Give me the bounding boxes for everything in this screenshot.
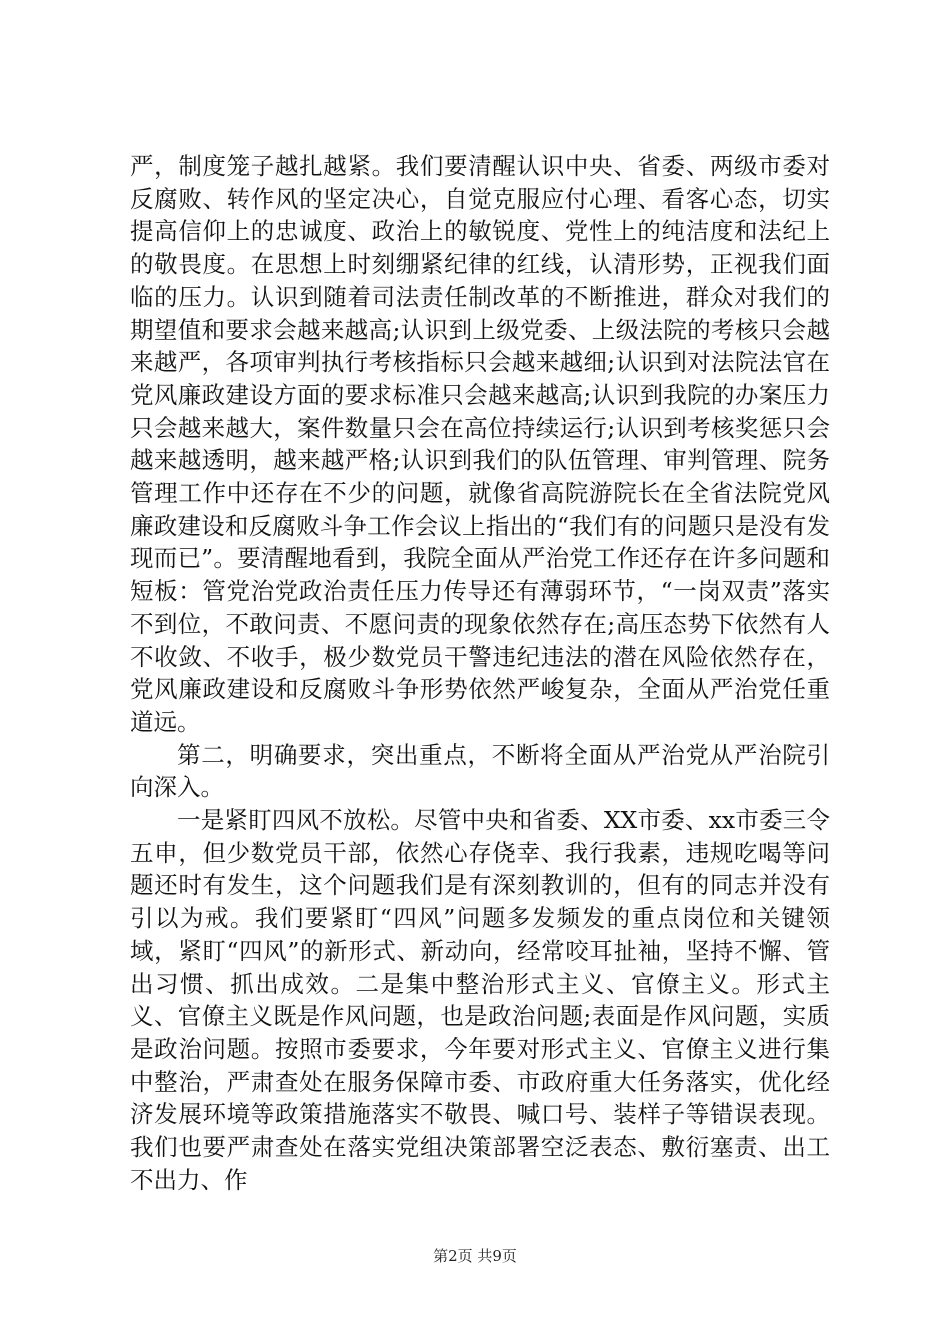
- paragraph-section-two-heading: 第二，明确要求，突出重点，不断将全面从严治党从严治院引向深入。: [130, 740, 830, 802]
- page-number-footer: 第2页 共9页: [433, 1247, 517, 1265]
- document-body: [130, 150, 830, 1197]
- paragraph-four-winds: 一是紧盯四风不放松。尽管中央和省委、XX市委、xx市委三令五申，但少数党员干部，依然心存侥幸、我行我素，违规吃喝等问题还时有发生，这个问题我们是有深刻教训的，但有的同志并没有引以为戒。我们要紧盯“四风”问题多发频发的重点岗位和关键领域，紧盯“四风”的新形式、新动向，经常咬耳扯袖，坚持不懈、管出习惯、抓出成效。二是集中整治形式主义、官僚主义。形式主义、官僚主义既是作风问题，也是政治问题;表面是作风问题，实质是政治问题。按照市委要求，今年要对形式主义、官僚主义进行集中整治，严肃查处在服务保障市委、市政府重大任务落实，优化经济发展环境等政策措施落实不敬畏、喊口号、装样子等错误表现。我们也要严肃查处在落实党组决策部署空泛表态、敷衍塞责、出工不出力、作: [130, 806, 830, 1194]
- paragraph-continuation: 严，制度笼子越扎越紧。我们要清醒认识中央、省委、两级市委对反腐败、转作风的坚定决心，自觉克服应付心理、看客心态，切实提高信仰上的忠诚度、政治上的敏锐度、党性上的纯洁度和法纪上的敬畏度。在思想上时刻绷紧纪律的红线，认清形势，正视我们面临的压力。认识到随着司法责任制改革的不断推进，群众对我们的期望值和要求会越来越高;认识到上级党委、上级法院的考核只会越来越严，各项审判执行考核指标只会越来越细;认识到对法院法官在党风廉政建设方面的要求标准只会越来越高;认识到我院的办案压力只会越来越大，案件数量只会在高位持续运行;认识到考核奖惩只会越来越透明，越来越严格;认识到我们的队伍管理、审判管理、院务管理工作中还存在不少的问题，就像省高院游院长在全省法院党风廉政建设和反腐败斗争工作会议上指出的“我们有的问题只是没有发现而已”。要清醒地看到，我院全面从严治党工作还存在许多问题和短板：管党治党政治责任压力传导还有薄弱环节，“一岗双责”落实不到位，不敢问责、不愿问责的现象依然存在;高压态势下依然有人不收敛、不收手，极少数党员干警违纪违法的潜在风险依然存在，党风廉政建设和反腐败斗争形势依然严峻复杂，全面从严治党任重道远。: [130, 152, 830, 736]
